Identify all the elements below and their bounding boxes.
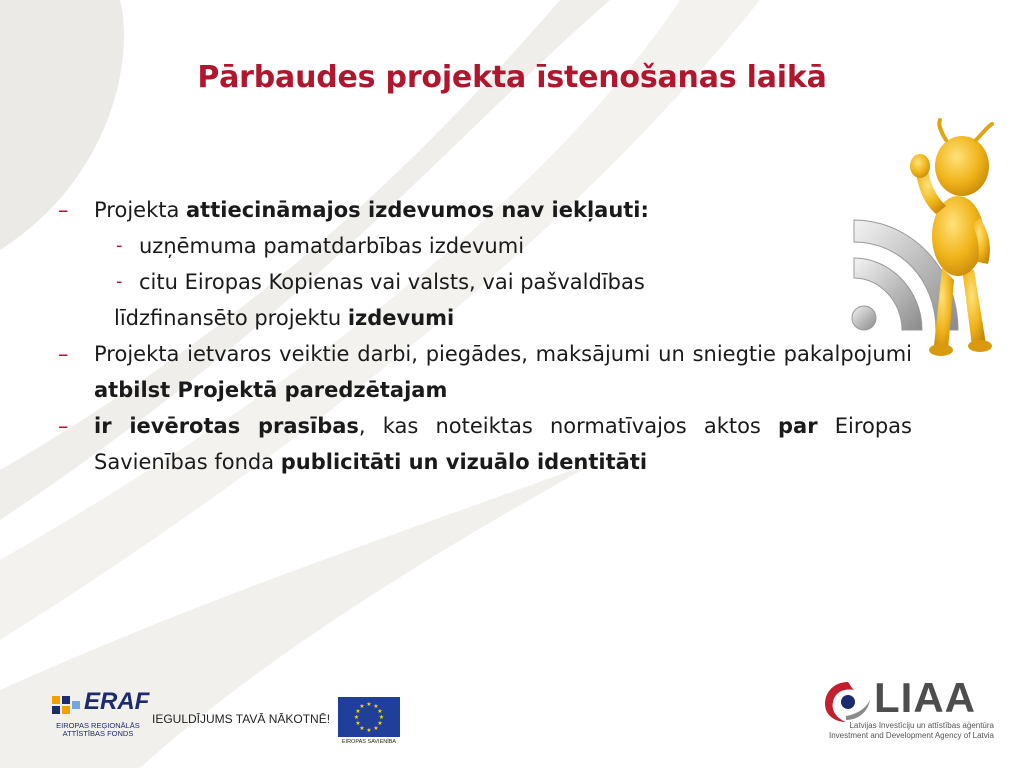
bullet-text: , kas noteiktas normatīvajos aktos (358, 414, 779, 438)
bullet-dash: – (58, 342, 69, 366)
svg-text:★: ★ (359, 703, 365, 710)
sub-bullet-dash: - (116, 235, 123, 256)
sub-bullet-item-1 (58, 228, 912, 264)
bullet-bold-text: publicitāti un vizuālo identitāti (280, 450, 648, 474)
bullet-text: Projekta (94, 198, 187, 222)
svg-text:★: ★ (355, 720, 361, 727)
bullet-item-2 (58, 336, 912, 408)
sub-bullet-item-2 (58, 264, 912, 300)
bullet-bold-text: attiecināmajos izdevumos nav iekļauti: (186, 198, 649, 222)
eu-flag-icon (338, 697, 400, 737)
svg-text:★: ★ (377, 720, 383, 727)
liaa-subtitle-line-2: Investment and Development Agency of Latvia (829, 731, 994, 740)
sub-bullet-continuation (58, 300, 912, 336)
bullet-bold-text: atbilst Projektā paredzētajam (94, 378, 448, 402)
svg-text:★: ★ (377, 708, 383, 715)
svg-text:★: ★ (373, 703, 379, 710)
bullet-item-3 (58, 408, 912, 480)
eraf-subtitle: EIROPAS REĢIONĀLĀS ATTĪSTĪBAS FONDS (56, 721, 140, 738)
liaa-subtitle-line-1: Latvijas Investīciju un attīstības aģentūra (849, 721, 994, 730)
eu-caption: EIROPAS SAVIENĪBA (341, 739, 397, 745)
sub-bullet-text: uzņēmuma pamatdarbības izdevumi (139, 234, 525, 258)
svg-text:★: ★ (373, 725, 379, 732)
bullet-bold-text: ir ievērotas prasības (94, 414, 359, 438)
bullet-text: Projekta ietvaros veiktie darbi, piegādes, maksājumi un sniegtie pakalpojumi (94, 342, 912, 366)
waving-figure-with-signal-icon (840, 118, 1020, 368)
sub-bullet-dash: - (116, 271, 123, 292)
sub-bullet-text: citu Eiropas Kopienas vai valsts, vai pašvaldības (139, 270, 645, 294)
svg-text:★: ★ (359, 725, 365, 732)
bullet-item-1 (58, 192, 912, 228)
bullet-list (58, 192, 912, 480)
bullet-dash: – (58, 414, 69, 438)
bullet-bold-text: par (778, 414, 818, 438)
svg-text:★: ★ (378, 714, 385, 721)
svg-text:★: ★ (366, 727, 372, 734)
slide-title: Pārbaudes projekta īstenošanas laikā (197, 60, 827, 95)
liaa-name: LIAA (874, 674, 976, 721)
eraf-name: ERAF (84, 688, 150, 715)
footer-slogan: IEGULDĪJUMS TAVĀ NĀKOTNĒ! (152, 712, 331, 726)
svg-text:★: ★ (355, 708, 361, 715)
bullet-text: Eiropas Savienības fonda (94, 414, 912, 474)
liaa-logo-icon (822, 678, 874, 724)
svg-text:★: ★ (366, 701, 372, 708)
continuation-text: līdzfinansēto projektu (114, 306, 348, 330)
bullet-dash: – (58, 198, 69, 222)
continuation-bold-text: izdevumi (347, 306, 455, 330)
liaa-subtitle (818, 721, 994, 741)
svg-text:★: ★ (353, 714, 360, 721)
